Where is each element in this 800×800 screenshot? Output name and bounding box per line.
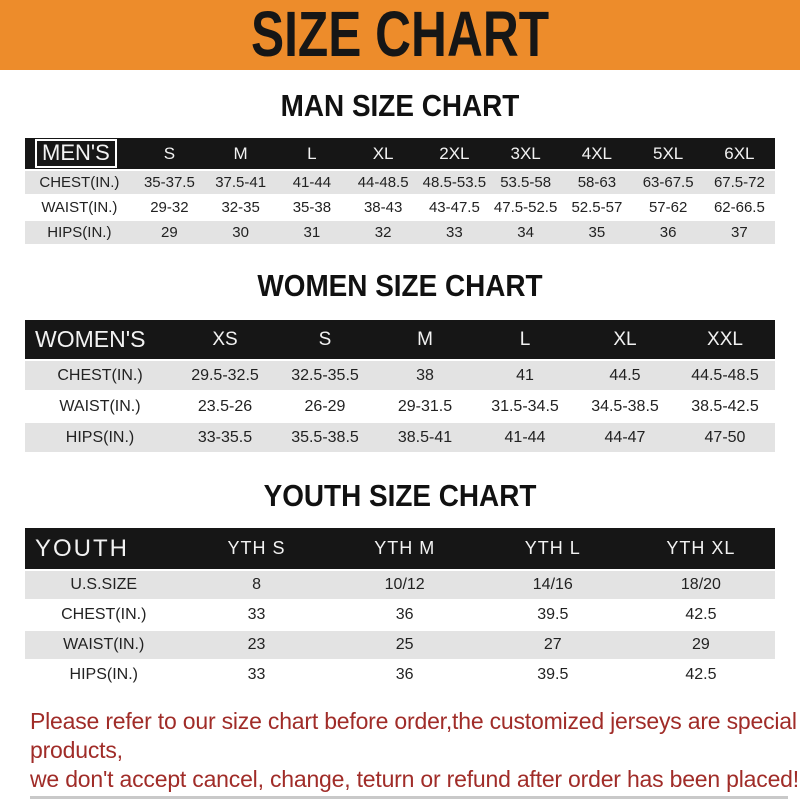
column-header: S [275, 320, 375, 360]
column-header: YTH S [183, 528, 331, 570]
size-value-cell: 33-35.5 [175, 422, 275, 453]
header-label: YOUTH [35, 534, 129, 562]
column-header: XS [175, 320, 275, 360]
column-header: 3XL [490, 138, 561, 170]
header-label: WOMEN'S [35, 326, 146, 352]
size-value-cell: 47-50 [675, 422, 775, 453]
table-row [25, 630, 775, 660]
column-header: L [276, 138, 347, 170]
size-value-cell: 38-43 [348, 195, 419, 220]
header-label: MEN'S [35, 139, 117, 167]
size-value-cell: 18/20 [627, 570, 775, 600]
row-label: WAIST(IN.) [25, 391, 175, 422]
size-value-cell: 58-63 [561, 170, 632, 195]
table-row [25, 570, 775, 600]
youth-size-table [25, 528, 775, 691]
table-corner-label [25, 320, 175, 360]
column-header: M [205, 138, 276, 170]
column-header: XL [575, 320, 675, 360]
column-header: YTH XL [627, 528, 775, 570]
bottom-edge-line [30, 796, 788, 799]
size-value-cell: 29.5-32.5 [175, 360, 275, 391]
size-value-cell: 42.5 [627, 660, 775, 690]
size-value-cell: 25 [331, 630, 479, 660]
size-value-cell: 67.5-72 [704, 170, 775, 195]
table-row [25, 195, 775, 220]
row-label: HIPS(IN.) [25, 422, 175, 453]
size-value-cell: 10/12 [331, 570, 479, 600]
men-section [0, 88, 800, 246]
size-value-cell: 43-47.5 [419, 195, 490, 220]
size-value-cell: 44-48.5 [348, 170, 419, 195]
column-header: 4XL [561, 138, 632, 170]
table-row [25, 422, 775, 453]
size-value-cell: 33 [183, 600, 331, 630]
size-value-cell: 41-44 [276, 170, 347, 195]
size-value-cell: 44.5-48.5 [675, 360, 775, 391]
size-value-cell: 14/16 [479, 570, 627, 600]
table-row [25, 360, 775, 391]
table-row [25, 391, 775, 422]
size-value-cell: 30 [205, 220, 276, 245]
row-label: CHEST(IN.) [25, 170, 134, 195]
column-header: YTH L [479, 528, 627, 570]
column-header: L [475, 320, 575, 360]
banner [0, 0, 800, 70]
size-value-cell: 32 [348, 220, 419, 245]
size-value-cell: 63-67.5 [633, 170, 704, 195]
size-value-cell: 38 [375, 360, 475, 391]
size-value-cell: 47.5-52.5 [490, 195, 561, 220]
size-value-cell: 41 [475, 360, 575, 391]
footer-disclaimer-line1: Please refer to our size chart before order,the customized jerseys are special products, [30, 708, 797, 763]
column-header: M [375, 320, 475, 360]
column-header: XL [348, 138, 419, 170]
men-size-table [25, 138, 775, 246]
size-value-cell: 35 [561, 220, 632, 245]
size-value-cell: 42.5 [627, 600, 775, 630]
size-value-cell: 34.5-38.5 [575, 391, 675, 422]
column-header: 5XL [633, 138, 704, 170]
size-value-cell: 39.5 [479, 600, 627, 630]
size-value-cell: 37.5-41 [205, 170, 276, 195]
table-header-row [25, 528, 775, 570]
size-value-cell: 23.5-26 [175, 391, 275, 422]
row-label: CHEST(IN.) [25, 360, 175, 391]
footer-disclaimer [30, 707, 800, 794]
row-label: HIPS(IN.) [25, 660, 183, 690]
size-value-cell: 27 [479, 630, 627, 660]
size-value-cell: 29 [134, 220, 205, 245]
table-row [25, 220, 775, 245]
size-value-cell: 38.5-42.5 [675, 391, 775, 422]
table-header-row [25, 138, 775, 170]
size-value-cell: 52.5-57 [561, 195, 632, 220]
size-value-cell: 44.5 [575, 360, 675, 391]
column-header: 6XL [704, 138, 775, 170]
size-value-cell: 35-38 [276, 195, 347, 220]
table-row [25, 660, 775, 690]
column-header: S [134, 138, 205, 170]
size-value-cell: 31.5-34.5 [475, 391, 575, 422]
size-value-cell: 35-37.5 [134, 170, 205, 195]
table-row [25, 600, 775, 630]
size-value-cell: 36 [331, 660, 479, 690]
size-value-cell: 31 [276, 220, 347, 245]
size-value-cell: 34 [490, 220, 561, 245]
size-value-cell: 41-44 [475, 422, 575, 453]
size-value-cell: 62-66.5 [704, 195, 775, 220]
column-header: 2XL [419, 138, 490, 170]
size-value-cell: 39.5 [479, 660, 627, 690]
size-value-cell: 32-35 [205, 195, 276, 220]
size-value-cell: 37 [704, 220, 775, 245]
women-section [0, 268, 800, 454]
women-size-table [25, 320, 775, 454]
size-value-cell: 35.5-38.5 [275, 422, 375, 453]
size-value-cell: 29-32 [134, 195, 205, 220]
footer-disclaimer-line2: we don't accept cancel, change, teturn or refund after order has been placed! [30, 766, 799, 792]
size-value-cell: 53.5-58 [490, 170, 561, 195]
size-value-cell: 48.5-53.5 [419, 170, 490, 195]
women-section-heading: WOMEN SIZE CHART [257, 268, 543, 303]
size-value-cell: 29-31.5 [375, 391, 475, 422]
table-header-row [25, 320, 775, 360]
page-title: SIZE CHART [250, 0, 550, 71]
column-header: YTH M [331, 528, 479, 570]
size-value-cell: 29 [627, 630, 775, 660]
size-value-cell: 57-62 [633, 195, 704, 220]
row-label: U.S.SIZE [25, 570, 183, 600]
men-section-heading: MAN SIZE CHART [280, 88, 520, 123]
size-value-cell: 44-47 [575, 422, 675, 453]
youth-section-heading: YOUTH SIZE CHART [263, 478, 537, 513]
table-row [25, 170, 775, 195]
size-value-cell: 33 [419, 220, 490, 245]
youth-section [0, 478, 800, 691]
size-value-cell: 36 [331, 600, 479, 630]
size-value-cell: 23 [183, 630, 331, 660]
row-label: WAIST(IN.) [25, 195, 134, 220]
size-value-cell: 32.5-35.5 [275, 360, 375, 391]
size-value-cell: 38.5-41 [375, 422, 475, 453]
size-value-cell: 26-29 [275, 391, 375, 422]
size-value-cell: 8 [183, 570, 331, 600]
size-value-cell: 36 [633, 220, 704, 245]
row-label: HIPS(IN.) [25, 220, 134, 245]
row-label: CHEST(IN.) [25, 600, 183, 630]
table-corner-label [25, 528, 183, 570]
row-label: WAIST(IN.) [25, 630, 183, 660]
size-value-cell: 33 [183, 660, 331, 690]
table-corner-label [25, 138, 134, 170]
column-header: XXL [675, 320, 775, 360]
